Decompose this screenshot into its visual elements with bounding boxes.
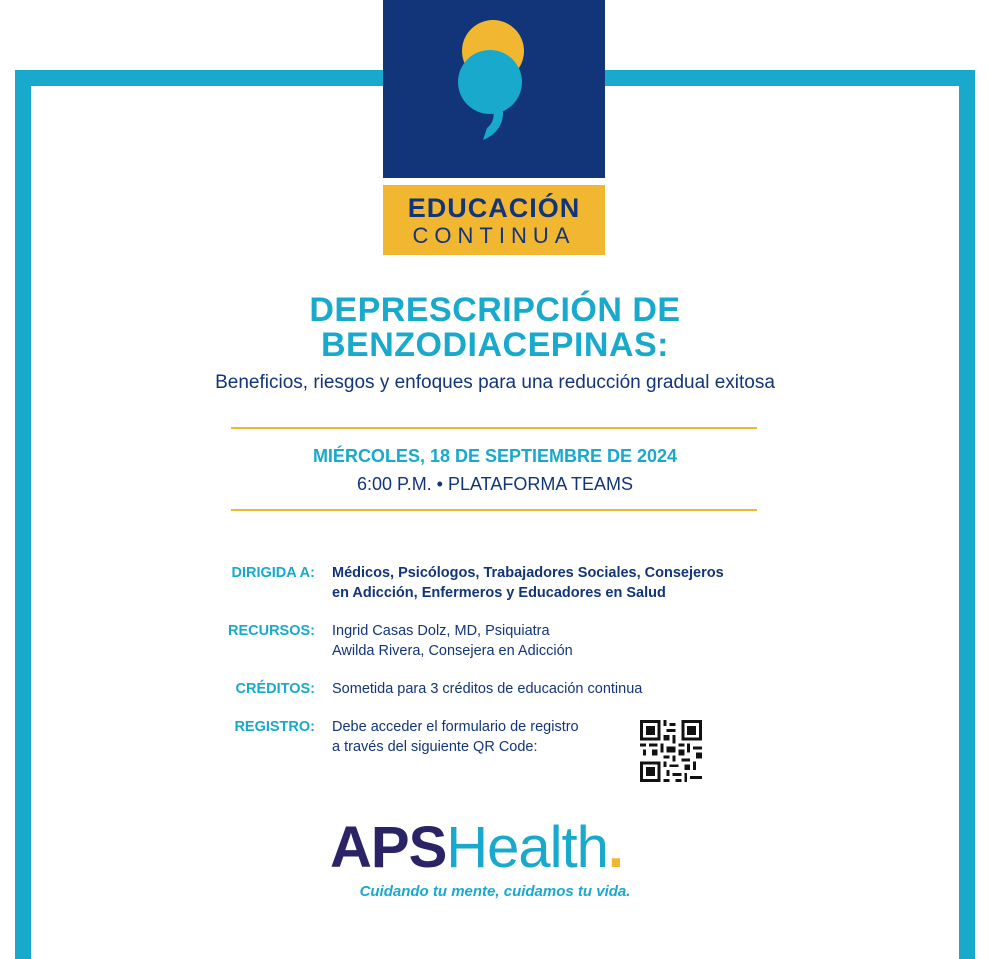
recursos-label: RECURSOS: <box>227 623 315 639</box>
qr-code-icon[interactable] <box>640 720 702 782</box>
registro-value <box>332 717 579 757</box>
event-date: MIÉRCOLES, 18 DE SEPTIEMBRE DE 2024 <box>312 446 678 466</box>
registro-line-2: a través del siguiente QR Code: <box>332 739 538 755</box>
recursos-value <box>332 621 573 661</box>
banner-subtitle: CONTINUA <box>412 223 576 248</box>
divider-top <box>231 427 757 429</box>
comma-icon <box>383 0 605 178</box>
title-line-2: BENZODIACEPINAS: <box>320 326 670 364</box>
logo-mark <box>383 0 605 178</box>
aps-logo-dot: . <box>607 815 624 880</box>
title-line-1: DEPRESCRIPCIÓN DE <box>309 291 681 329</box>
brand-tagline: Cuidando tu mente, cuidamos tu vida. <box>359 883 631 900</box>
banner-title: EDUCACIÓN <box>407 193 581 223</box>
dirigida-line-1: Médicos, Psicólogos, Trabajadores Sociales, Consejeros <box>332 565 724 581</box>
event-time-place: 6:00 P.M. • PLATAFORMA TEAMS <box>356 474 634 494</box>
registro-line-1: Debe acceder el formulario de registro <box>332 719 579 735</box>
creditos-value: Sometida para 3 créditos de educación continua <box>332 681 643 697</box>
divider-bottom <box>231 509 757 511</box>
aps-logo-part2: Health <box>446 815 608 880</box>
event-title <box>0 293 990 363</box>
creditos-label: CRÉDITOS: <box>235 681 315 697</box>
educacion-continua-banner <box>383 185 605 255</box>
aps-health-logo <box>330 815 624 880</box>
aps-logo-part1: APS <box>330 815 447 880</box>
event-subtitle: Beneficios, riesgos y enfoques para una reducción gradual exitosa <box>215 372 775 393</box>
recursos-line-1: Ingrid Casas Dolz, MD, Psiquiatra <box>332 623 550 639</box>
recursos-line-2: Awilda Rivera, Consejera en Adicción <box>332 643 573 659</box>
dirigida-line-2: en Adicción, Enfermeros y Educadores en Salud <box>332 585 666 601</box>
registro-label: REGISTRO: <box>234 719 315 735</box>
dirigida-label: DIRIGIDA A: <box>231 565 315 581</box>
dirigida-value <box>332 563 724 603</box>
